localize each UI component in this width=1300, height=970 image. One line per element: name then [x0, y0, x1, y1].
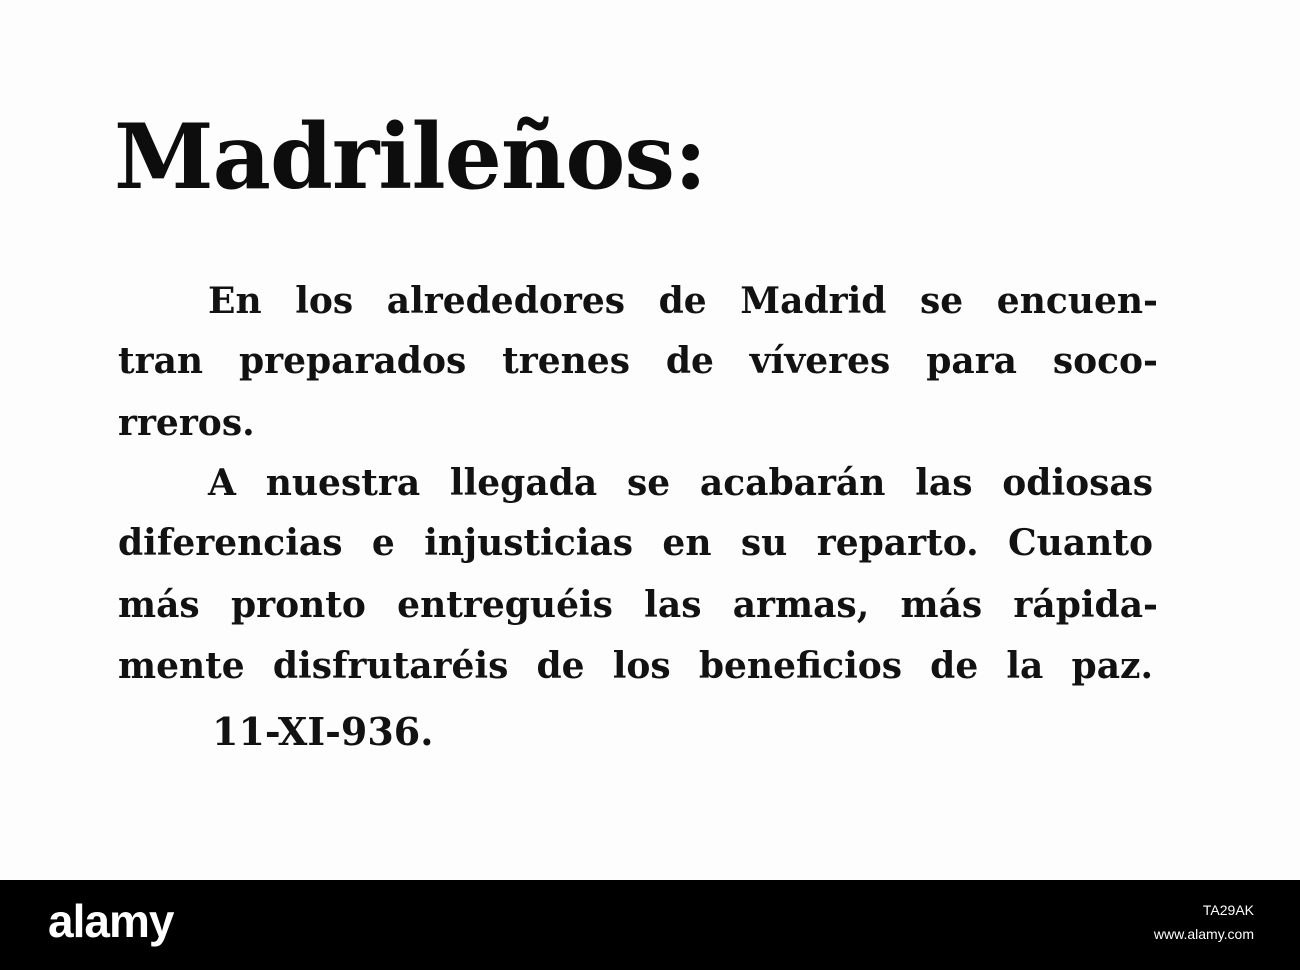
body-line-6: más pronto entreguéis las armas, más rápida-	[118, 584, 1158, 626]
body-line-2: tran preparados trenes de víveres para soco-	[118, 340, 1158, 382]
body-line-4: A nuestra llegada se acabarán las odiosas	[208, 462, 1153, 504]
leaflet-title: Madrileños:	[114, 104, 707, 210]
body-line-7: mente disfrutaréis de los beneficios de la paz.	[118, 645, 1153, 687]
alamy-logo: alamy	[48, 895, 174, 947]
body-line-1: En los alrededores de Madrid se encuen-	[208, 280, 1158, 322]
image-id-label: TA29AK	[1202, 902, 1254, 918]
site-url-label: www.alamy.com	[1153, 926, 1254, 942]
leaflet-date: 11-XI-936.	[212, 709, 434, 754]
stock-footer-bar	[0, 880, 1300, 970]
body-line-5: diferencias e injusticias en su reparto. Cuanto	[118, 522, 1153, 564]
body-line-3: rreros.	[118, 402, 255, 444]
